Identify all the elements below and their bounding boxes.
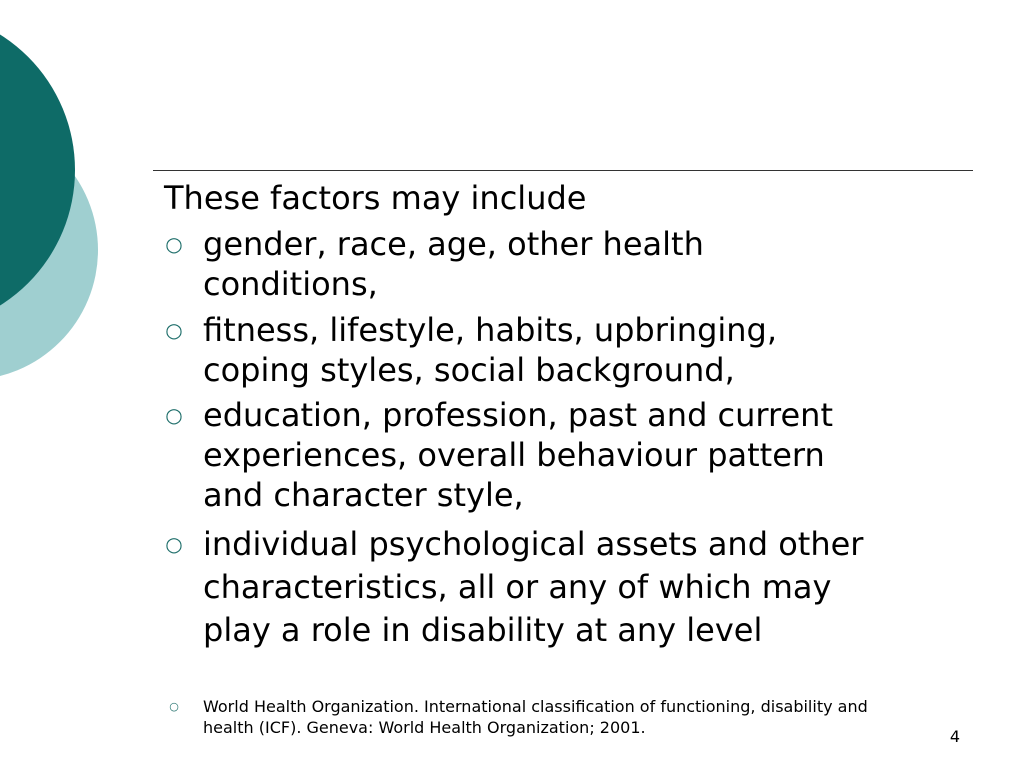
bullet-marker-icon: ○ [169,700,179,713]
bullet-text: gender, race, age, other health conditions, [203,225,704,303]
decorative-circles [0,0,110,410]
title-divider [153,170,973,171]
bullet-text: individual psychological assets and other characteristics, all or any of which may play a role in disability at any level [203,525,864,649]
bullet-marker-icon: ○ [165,532,183,556]
page-number: 4 [949,727,961,746]
bullet-marker-icon: ○ [165,232,183,256]
bullet-text: fitness, lifestyle, habits, upbringing, coping styles, social background, [203,311,778,389]
reference-text: World Health Organization. International classification of functioning, disability and health (ICF). Geneva: World Health Organization; 2001. [203,697,868,737]
lead-text: These factors may include [164,179,587,217]
bullet-marker-icon: ○ [165,318,183,342]
bullet-text: education, profession, past and current experiences, overall behaviour pattern and character style, [203,396,833,514]
bullet-marker-icon: ○ [165,403,183,427]
